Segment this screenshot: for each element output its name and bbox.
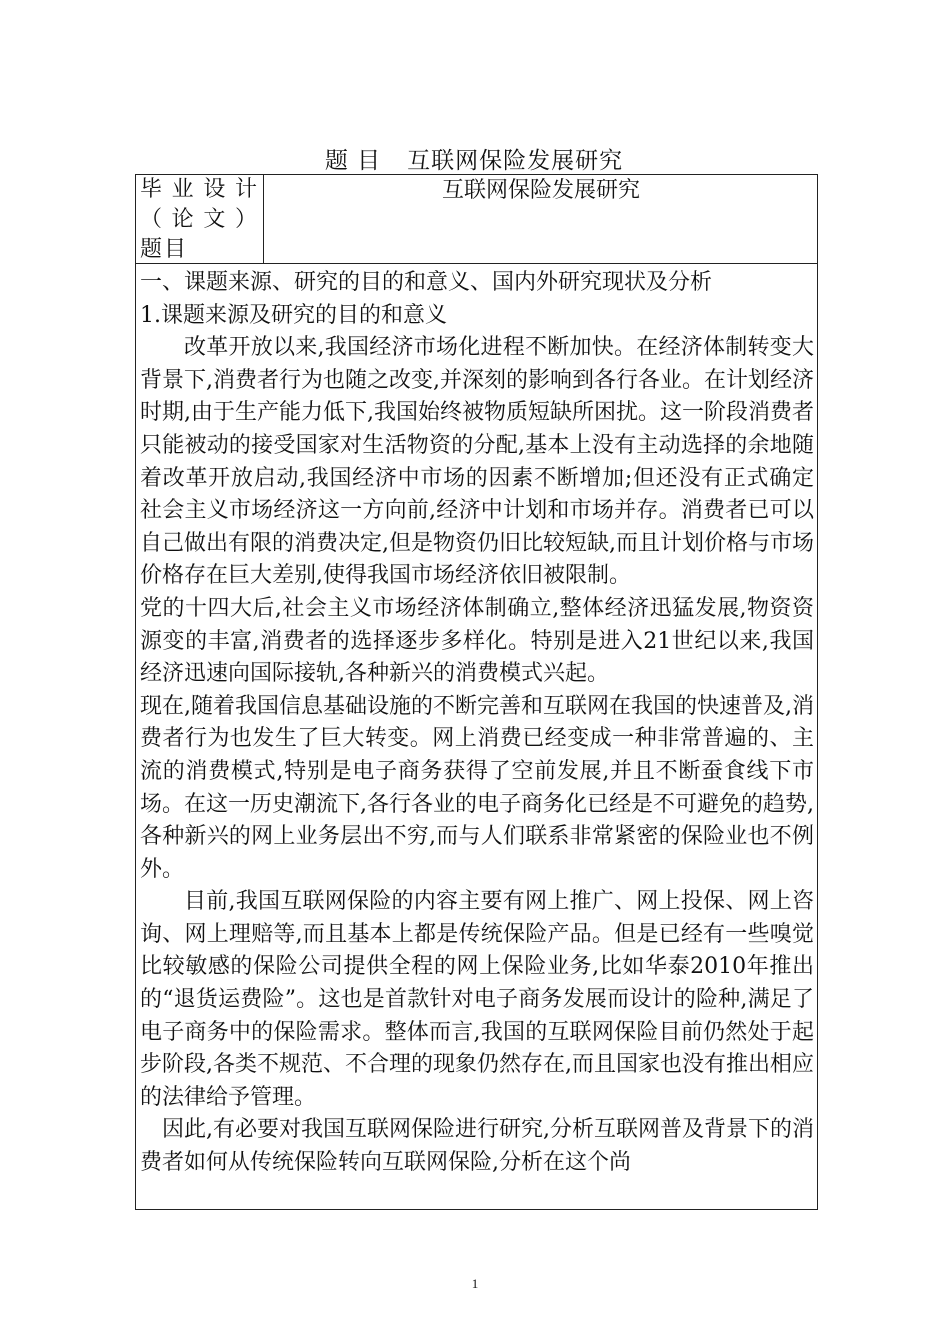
paragraph-3: 现在,随着我国信息基础设施的不断完善和互联网在我国的快速普及,消费者行为也发生了巨大转变。网上消费已经变成一种非常普遍的、主流的消费模式,特别是电子商务获得了空前发展,并且不断蚕食线下市场。在这一历史潮流下,各行各业的电子商务化已经是不可避免的趋势,各种新兴的网上业务层出不穷,而与人们联系非常紧密的保险业也不例外。 [140, 693, 814, 882]
title-value: 互联网保险发展研究 [407, 148, 624, 174]
paragraph-2: 党的十四大后,社会主义市场经济体制确立,整体经济迅猛发展,物资资源变的丰富,消费者的选择逐步多样化。特别是进入21世纪以来,我国经济迅速向国际接轨,各种新兴的消费模式兴起。 [140, 595, 814, 687]
topic-label-cell: 毕业设计（论文）题目 [136, 175, 264, 263]
paragraph-5: 因此,有必要对我国互联网保险进行研究,分析互联网普及背景下的消费者如何从传统保险转向互联网保险,分析在这个尚 [140, 1117, 814, 1176]
section-heading: 一、课题来源、研究的目的和意义、国内外研究现状及分析 [140, 270, 713, 295]
paragraph-1: 改革开放以来,我国经济市场化进程不断加快。在经济体制转变大背景下,消费者行为也随之改变,并深刻的影响到各行各业。在计划经济时期,由于生产能力低下,我国始终被物质短缺所困扰。这一阶段消费者只能被动的接受国家对生活物资的分配,基本上没有主动选择的余地随着改革开放启动,我国经济中市场的因素不断增加;但还没有正式确定社会主义市场经济这一方向前,经济中计划和市场并存。消费者已可以自己做出有限的消费决定,但是物资仍旧比较短缺,而且计划价格与市场价格存在巨大差别,使得我国市场经济依旧被限制。 [140, 335, 814, 589]
page-number: 1 [471, 1276, 479, 1291]
title-label: 题 目 [324, 148, 382, 174]
content-cell [140, 267, 814, 1180]
section-subheading: 1.课题来源及研究的目的和意义 [140, 302, 447, 328]
document-title [0, 142, 950, 175]
topic-row [136, 175, 817, 264]
paragraph-4: 目前,我国互联网保险的内容主要有网上推广、网上投保、网上咨询、网上理赔等,而且基本上都是传统保险产品。但是已经有一些嗅觉比较敏感的保险公司提供全程的网上保险业务,比如华泰2010年推出的“退货运费险”。这也是首款针对电子商务发展而设计的险种,满足了电子商务中的保险需求。整体而言,我国的互联网保险目前仍然处于起步阶段,各类不规范、不合理的现象仍然存在,而且国家也没有推出相应的法律给予管理。 [140, 889, 814, 1110]
proposal-form-table [135, 174, 818, 1210]
topic-value-cell: 互联网保险发展研究 [441, 178, 640, 203]
